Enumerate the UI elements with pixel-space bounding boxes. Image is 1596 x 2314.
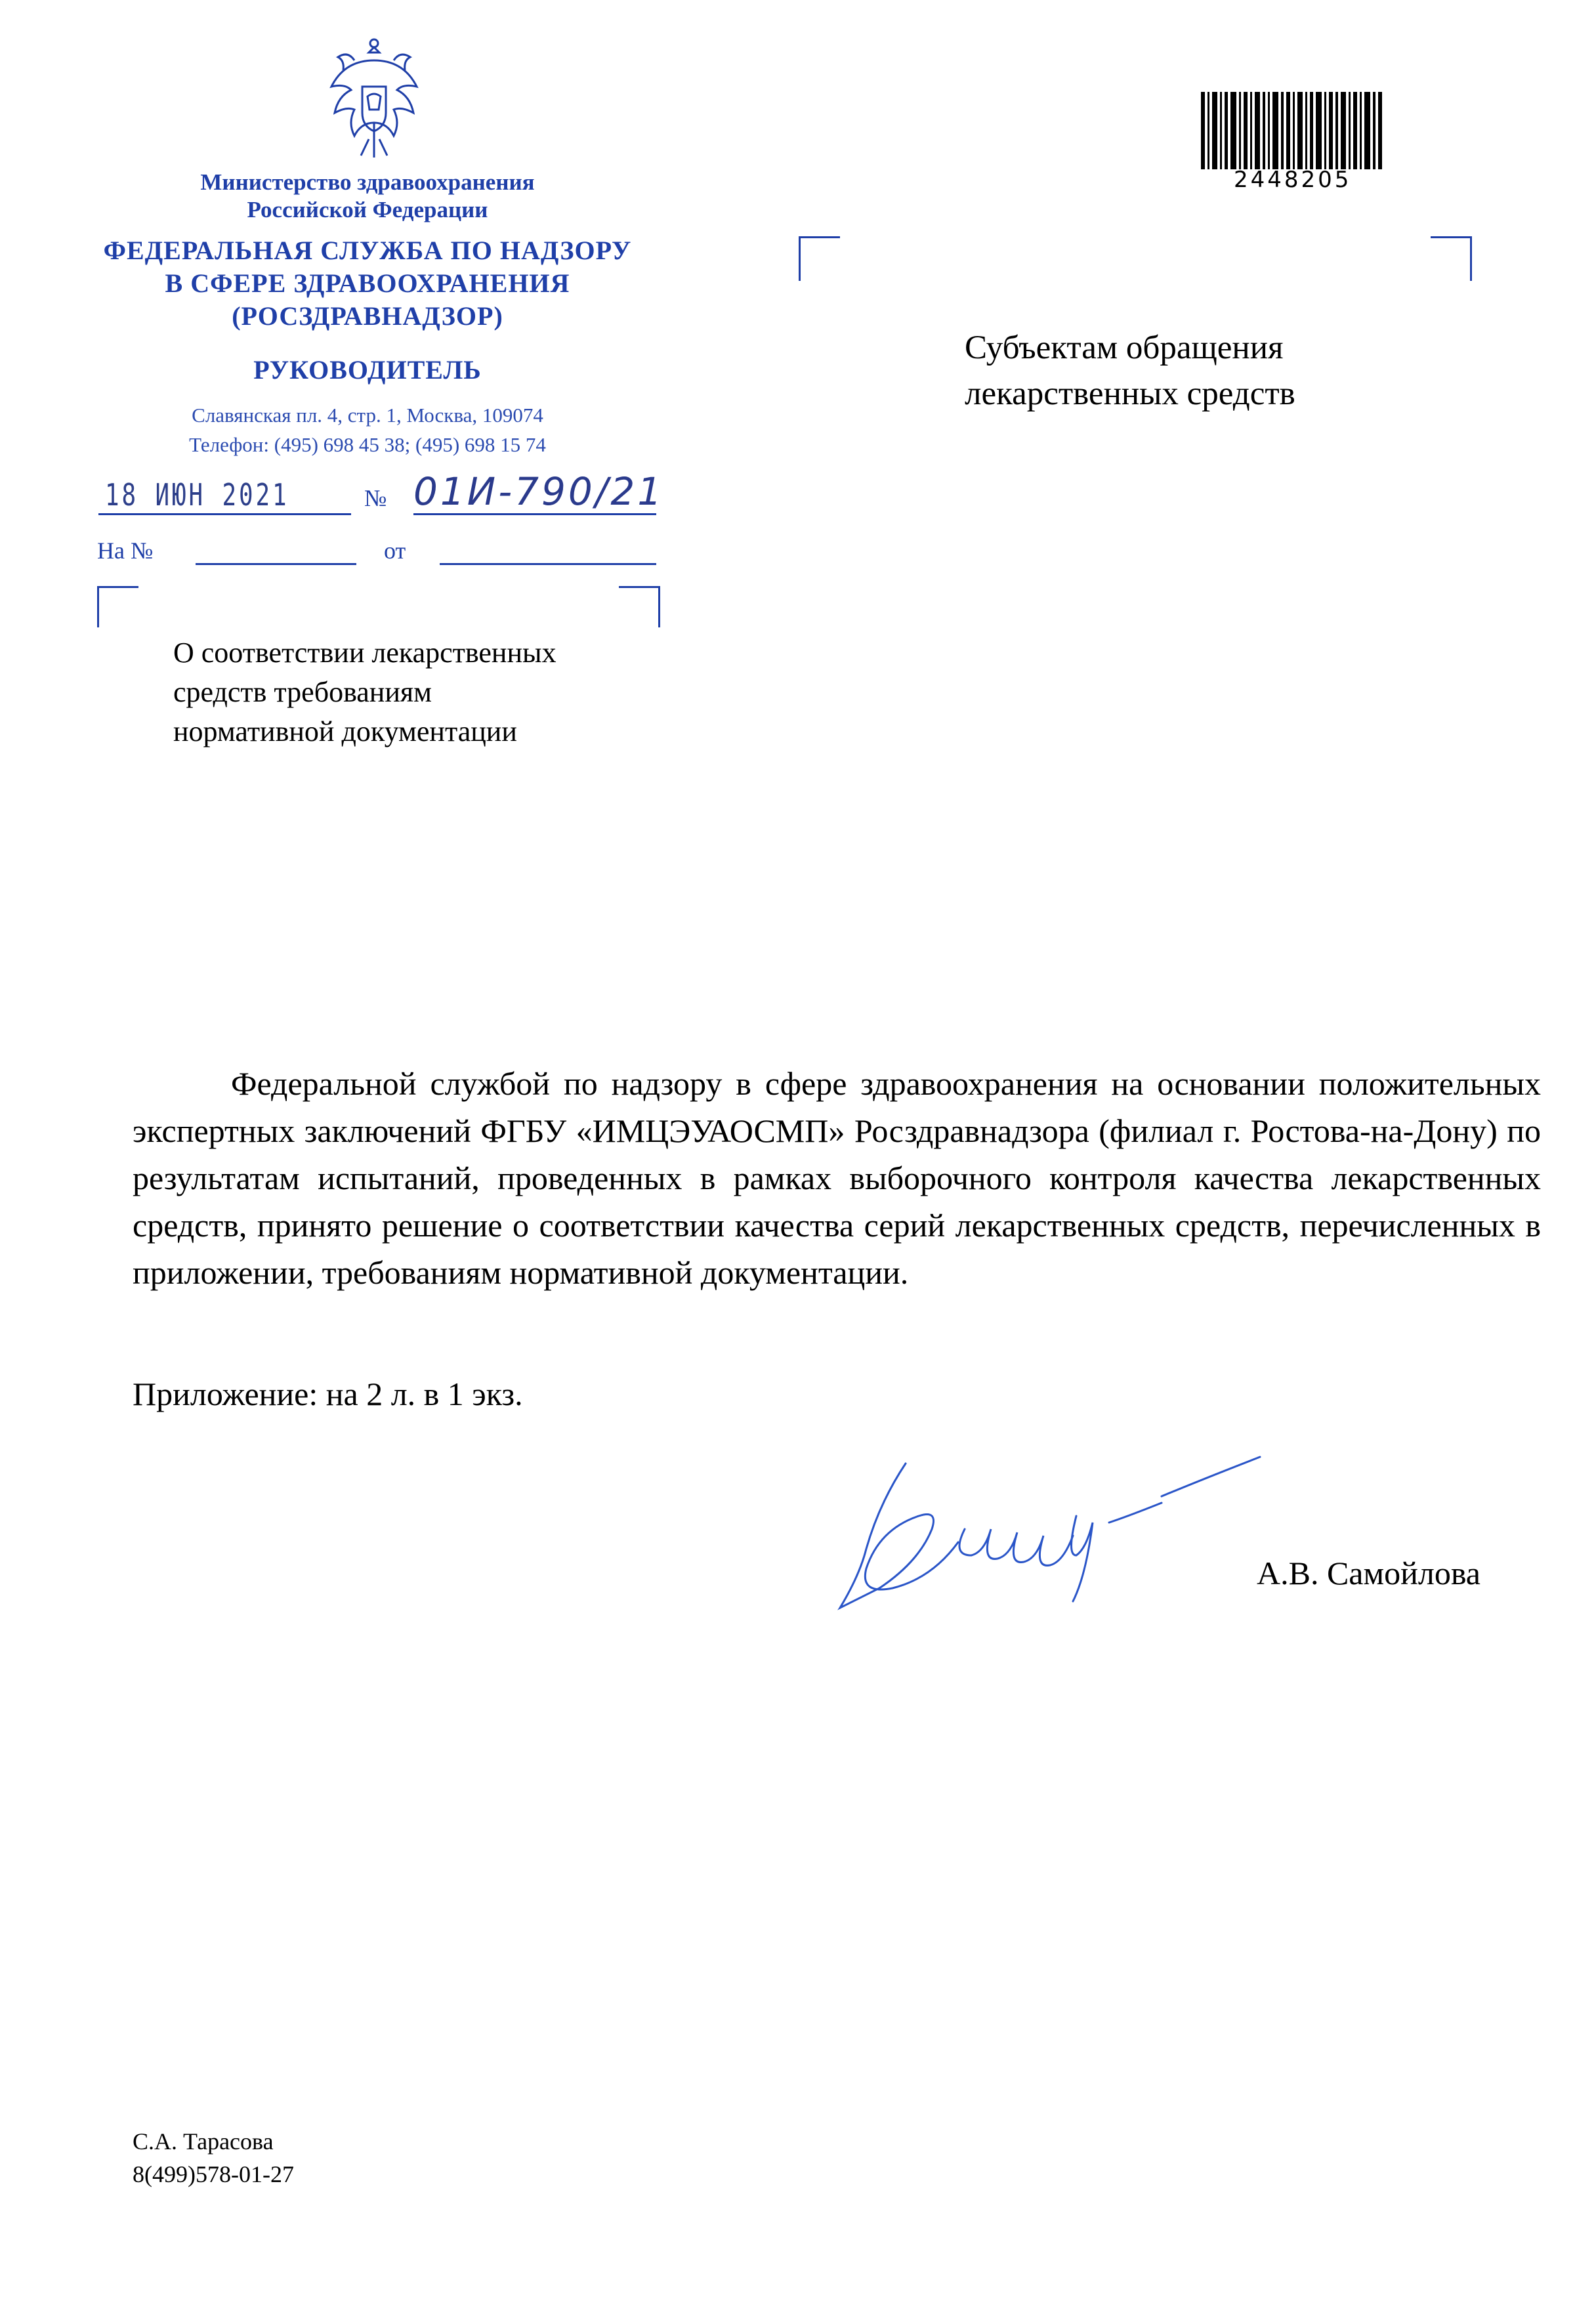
recipient-block xyxy=(965,325,1424,417)
ministry-name-line2: Российской Федерации xyxy=(247,197,488,222)
subject-line1: О соответствии лекарственных xyxy=(173,637,556,669)
subject-bracket-left xyxy=(97,586,138,627)
number-underline xyxy=(413,513,656,515)
position-title: РУКОВОДИТЕЛЬ xyxy=(253,355,482,385)
subject-bracket-right xyxy=(619,586,660,627)
executor-name: С.А. Тарасова xyxy=(133,2128,274,2155)
recipient-bracket-right xyxy=(1431,236,1472,281)
handwritten-signature xyxy=(833,1450,1267,1621)
phone: Телефон: (495) 698 45 38; (495) 698 15 74 xyxy=(189,433,546,456)
subject-block xyxy=(173,633,646,751)
subject-line2: средств требованиям xyxy=(173,676,432,708)
from-underline xyxy=(440,563,656,565)
reference-underline xyxy=(196,563,356,565)
double-headed-eagle-emblem-icon xyxy=(322,34,427,165)
date-underline xyxy=(98,513,351,515)
service-name-line1: ФЕДЕРАЛЬНАЯ СЛУЖБА ПО НАДЗОРУ xyxy=(103,236,632,265)
recipient-line1: Субъектам обращения xyxy=(965,329,1284,366)
registration-number: 01И-790/21 xyxy=(413,469,665,514)
reference-label: На № xyxy=(97,537,154,564)
body-paragraph: Федеральной службой по надзору в сфере здравоохранения на основании положительных экспертных заключений ФГБУ «ИМЦЭУАОСМП» Росздравнадзора (филиал г. Ростова-на-Дону) по результатам испытаний, проведенных в рамках выборочного контроля качества лекарственных средств, принято решение о соответствии качества серий лекарственных средств, перечисленных в приложении, требованиям нормативной документации. xyxy=(133,1065,1541,1291)
signer-name: А.В. Самойлова xyxy=(1257,1555,1480,1591)
executor-block xyxy=(133,2125,294,2191)
number-label: № xyxy=(364,485,387,511)
barcode-graphic xyxy=(1201,92,1385,169)
subject-line3: нормативной документации xyxy=(173,715,517,747)
ministry-name-line1: Министерство здравоохранения xyxy=(200,169,535,195)
from-label: от xyxy=(384,537,406,564)
recipient-bracket-left xyxy=(799,236,840,281)
address: Славянская пл. 4, стр. 1, Москва, 109074 xyxy=(192,404,543,427)
service-name-line2: В СФЕРЕ ЗДРАВООХРАНЕНИЯ xyxy=(165,268,570,298)
registration-date: 18 ИЮН 2021 xyxy=(105,477,289,513)
recipient-line2: лекарственных средств xyxy=(965,375,1295,412)
executor-phone: 8(499)578-01-27 xyxy=(133,2161,294,2187)
service-name-line3: (РОСЗДРАВНАДЗОР) xyxy=(232,301,503,331)
barcode-number: 2448205 xyxy=(1234,167,1352,193)
appendix-note: Приложение: на 2 л. в 1 экз. xyxy=(133,1376,523,1412)
